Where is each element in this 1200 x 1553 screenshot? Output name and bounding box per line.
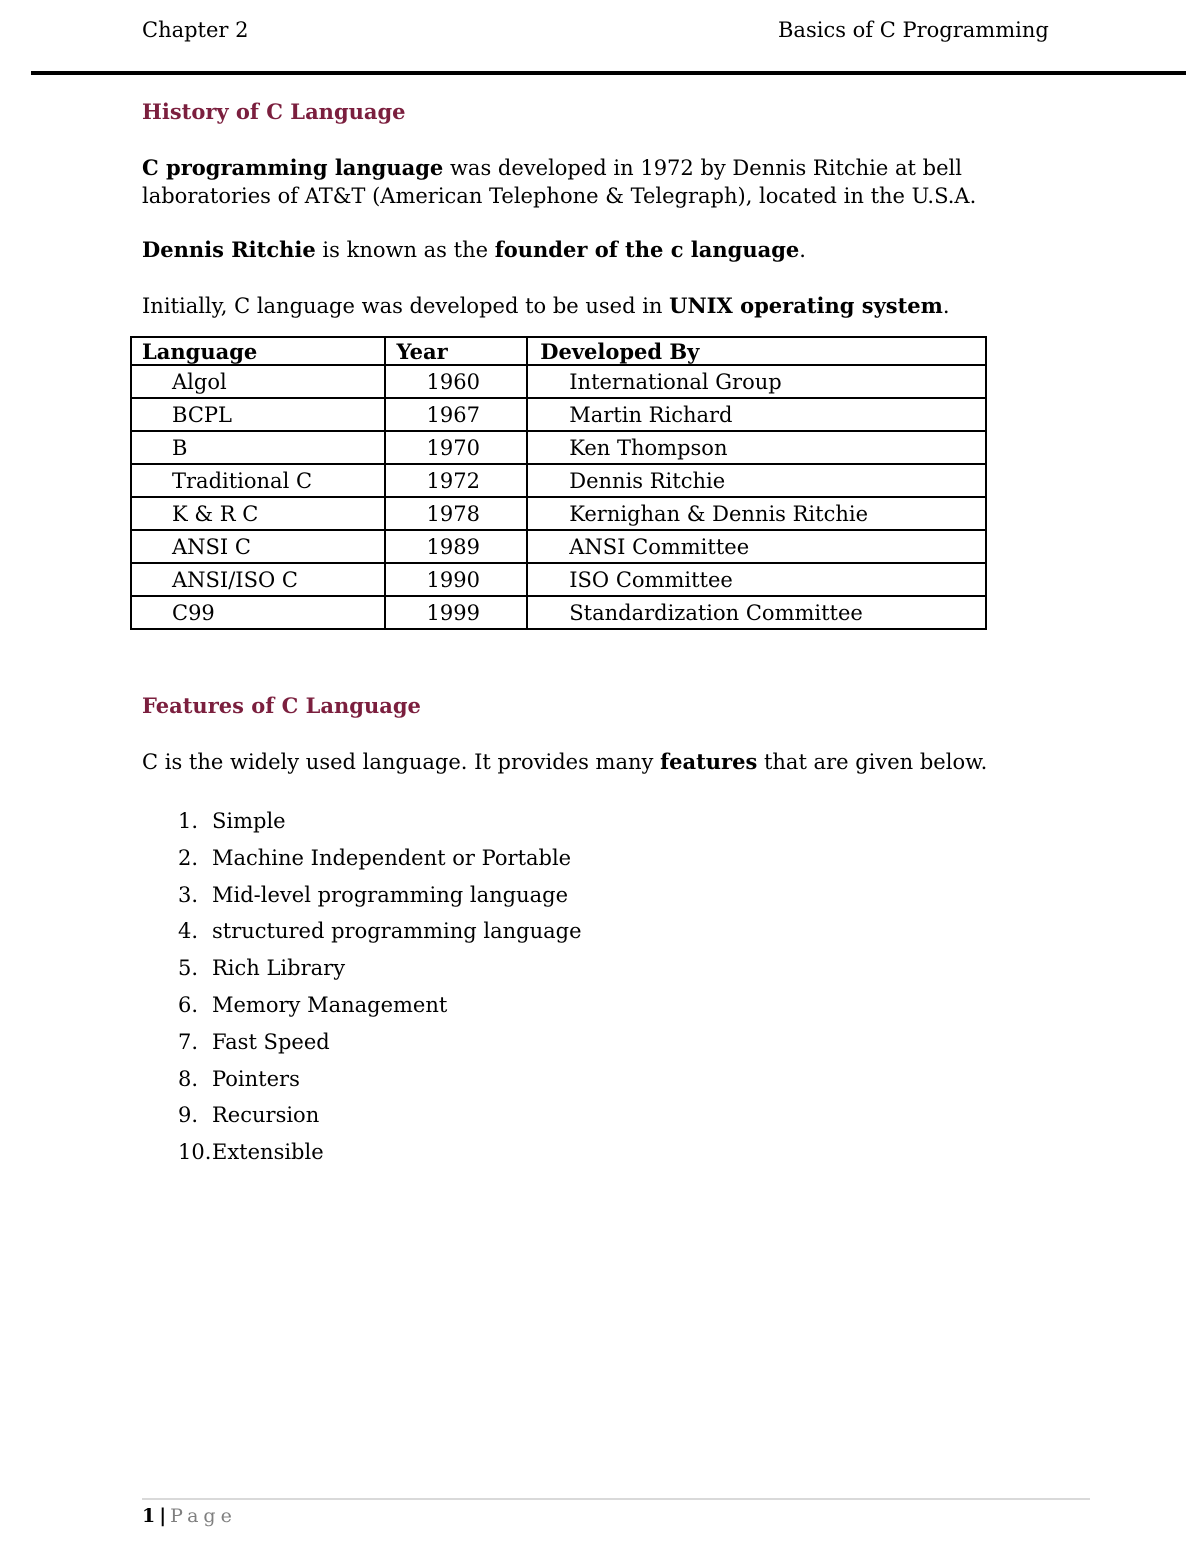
list-item [178,953,582,990]
list-item-number: 7. [178,1029,199,1054]
column-header-language: Language [131,337,385,365]
c-history-table [130,336,987,630]
features-list [178,806,582,1174]
list-item-number: 4. [178,919,199,944]
list-item-label: Extensible [212,1140,324,1165]
list-item [178,916,582,953]
list-item [178,1137,582,1174]
list-item-number: 8. [178,1066,199,1091]
cell-developer: Dennis Ritchie [527,464,986,497]
cell-developer: Ken Thompson [527,431,986,464]
history-p3-bold: UNIX operating system [669,293,943,318]
table-row [131,365,986,398]
features-intro-end: that are given below. [757,750,988,774]
header-divider [31,71,1186,75]
features-intro-bold: features [660,749,758,774]
footer-separator: | [159,1505,167,1527]
list-item-number: 5. [178,956,199,981]
page-footer [142,1505,237,1527]
list-item-number: 6. [178,992,199,1017]
column-header-year: Year [385,337,528,365]
list-item-label: Recursion [212,1103,320,1128]
cell-language: B [131,431,385,464]
history-paragraph-2 [142,236,1072,264]
list-item-label: Simple [212,809,286,833]
footer-divider [142,1498,1090,1500]
cell-year: 1960 [385,365,528,398]
table-row [131,464,986,497]
history-paragraph-1 [142,154,1072,210]
history-paragraph-3 [142,292,1072,320]
table-row [131,530,986,563]
table-header-row [131,337,986,365]
chapter-title: Basics of C Programming [778,18,1049,42]
list-item-number: 9. [178,1103,199,1128]
history-p2-text-2: . [799,238,806,262]
features-intro [142,748,1072,776]
cell-developer: International Group [527,365,986,398]
features-intro-text: C is the widely used language. It provides many [142,750,661,774]
list-item-number: 3. [178,882,199,907]
cell-year: 1970 [385,431,528,464]
history-p3-end: . [942,294,950,318]
history-p2-bold-1: Dennis Ritchie [142,237,316,262]
cell-language: K & R C [131,497,385,530]
cell-language: ANSI/ISO C [131,563,385,596]
list-item [178,1027,582,1064]
cell-developer: ISO Committee [527,563,986,596]
features-heading: Features of C Language [142,693,421,718]
cell-language: BCPL [131,398,385,431]
cell-developer: Martin Richard [527,398,986,431]
list-item [178,1064,582,1101]
list-item [178,1100,582,1137]
column-header-developed-by: Developed By [527,337,986,365]
list-item-label: structured programming language [212,919,582,944]
table-row [131,497,986,530]
list-item-label: Pointers [212,1066,300,1091]
list-item [178,843,582,880]
cell-language: Traditional C [131,464,385,497]
table-row [131,596,986,629]
list-item-label: Mid-level programming language [212,882,569,907]
history-p2-text-1: is known as the [315,238,495,262]
history-p1-bold: C programming language [142,155,444,180]
cell-language: C99 [131,596,385,629]
cell-year: 1978 [385,497,528,530]
list-item-label: Rich Library [212,956,346,981]
list-item-label: Memory Management [212,992,448,1017]
history-p2-bold-2: founder of the c language [494,237,800,262]
table-row [131,398,986,431]
list-item [178,880,582,917]
chapter-label: Chapter 2 [142,18,249,42]
list-item-number: 2. [178,845,199,870]
cell-year: 1967 [385,398,528,431]
page-number: 1 [142,1505,156,1527]
cell-language: Algol [131,365,385,398]
table-row [131,431,986,464]
page-word: Page [170,1505,237,1527]
table-row [131,563,986,596]
list-item-label: Fast Speed [212,1029,330,1054]
history-heading: History of C Language [142,99,406,124]
cell-year: 1990 [385,563,528,596]
history-p1-text: was developed in 1972 by Dennis Ritchie at bell laboratories of AT&T (American Telephone & Telegraph), located in the U.S.A. [142,156,977,208]
cell-developer: ANSI Committee [527,530,986,563]
list-item [178,990,582,1027]
cell-year: 1989 [385,530,528,563]
list-item-number: 10. [178,1140,212,1165]
cell-year: 1972 [385,464,528,497]
list-item-number: 1. [178,809,199,833]
cell-developer: Kernighan & Dennis Ritchie [527,497,986,530]
list-item-label: Machine Independent or Portable [212,845,572,870]
history-p3-text: Initially, C language was developed to be used in [142,294,670,318]
cell-language: ANSI C [131,530,385,563]
cell-year: 1999 [385,596,528,629]
cell-developer: Standardization Committee [527,596,986,629]
list-item [178,806,582,843]
